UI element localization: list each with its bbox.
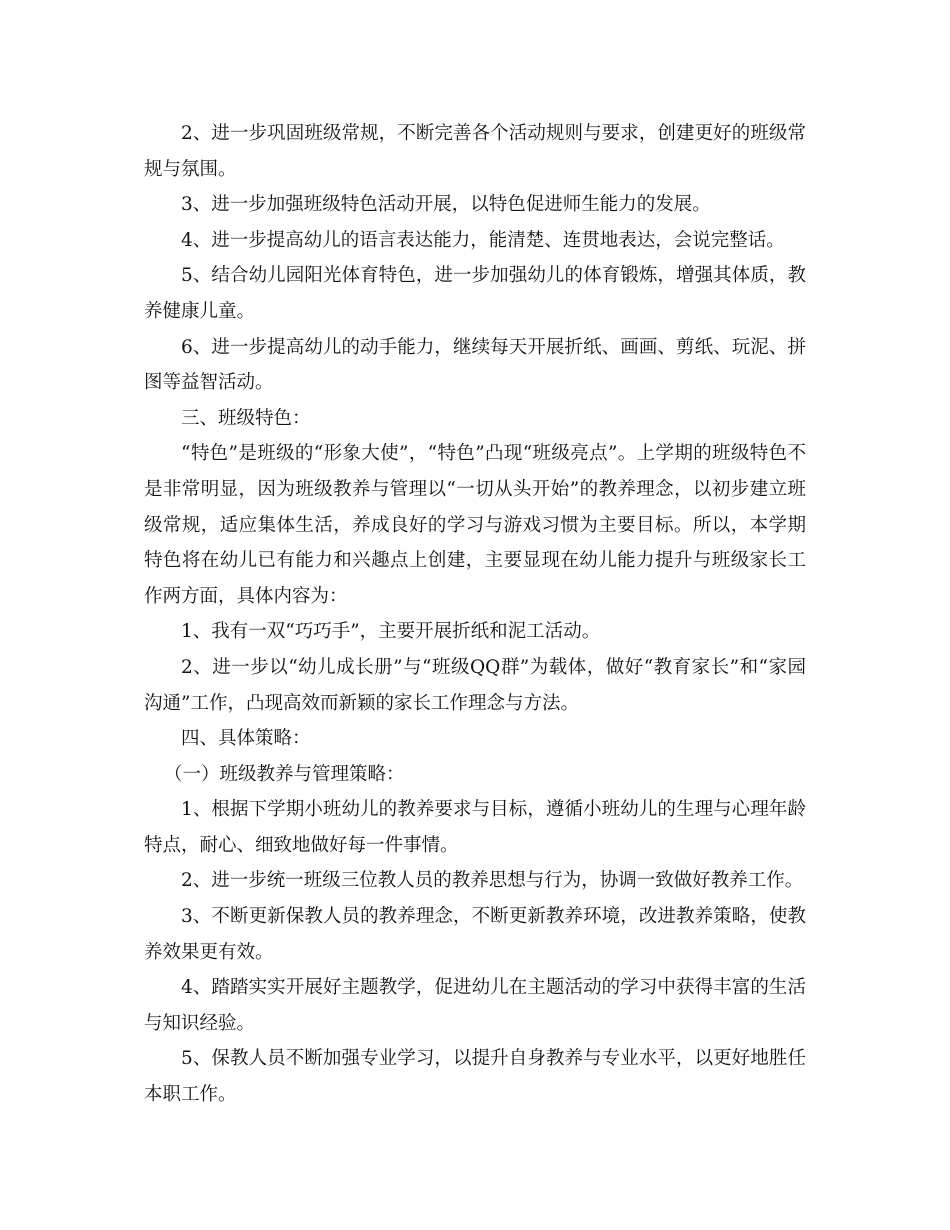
- class-features-paragraph: “特色”是班级的“形象大使”，“特色”凸现“班级亮点”。上学期的班级特色不是非常明显，因为班级教养与管理以“一切从头开始”的教养理念，以初步建立班级常规，适应集体生活，养成良好的学习与游戏习惯为主要目标。所以，本学期特色将在幼儿已有能力和兴趣点上创建，主要显现在幼儿能力提升与班级家长工作两方面，具体内容为：: [144, 443, 806, 607]
- strategy-item-3: 3、不断更新保教人员的教养理念，不断更新教养环境，改进教养策略，使教养效果更有效。: [144, 906, 806, 963]
- strategy-item-1: 1、根据下学期小班幼儿的教养要求与目标，遵循小班幼儿的生理与心理年龄特点，耐心、细致地做好每一件事情。: [144, 799, 806, 856]
- feature-item-2: 2、进一步以“幼儿成长册”与“班级QQ群”为载体，做好“教育家长”和“家园沟通”工作，凸现高效而新颖的家长工作理念与方法。: [144, 656, 806, 714]
- goal-item-4: 4、进一步提高幼儿的语言表达能力，能清楚、连贯地表达，会说完整话。: [181, 229, 785, 251]
- section-heading-strategies: 四、具体策略：: [181, 728, 311, 750]
- section-heading-class-features: 三、班级特色：: [181, 407, 311, 429]
- feature-item-1: 1、我有一双“巧巧手”，主要开展折纸和泥工活动。: [181, 621, 601, 643]
- strategy-item-4: 4、踏踏实实开展好主题教学，促进幼儿在主题活动的学习中获得丰富的生活与知识经验。: [144, 977, 806, 1034]
- strategy-item-5: 5、保教人员不断加强专业学习，以提升自身教养与专业水平，以更好地胜任本职工作。: [144, 1048, 806, 1106]
- goal-item-3: 3、进一步加强班级特色活动开展，以特色促进师生能力的发展。: [181, 194, 711, 216]
- goal-item-5: 5、结合幼儿园阳光体育特色，进一步加强幼儿的体育锻炼，增强其体质，教养健康儿童。: [144, 265, 806, 322]
- goal-item-6: 6、进一步提高幼儿的动手能力，继续每天开展折纸、画画、剪纸、玩泥、拼图等益智活动。: [144, 336, 806, 394]
- strategy-item-2: 2、进一步统一班级三位教人员的教养思想与行为，协调一致做好教养工作。: [181, 870, 804, 892]
- subsection-heading-management: （一）班级教养与管理策略：: [164, 763, 405, 785]
- goal-item-2: 2、进一步巩固班级常规，不断完善各个活动规则与要求，创建更好的班级常规与氛围。: [144, 123, 806, 180]
- document-body: [144, 116, 806, 1113]
